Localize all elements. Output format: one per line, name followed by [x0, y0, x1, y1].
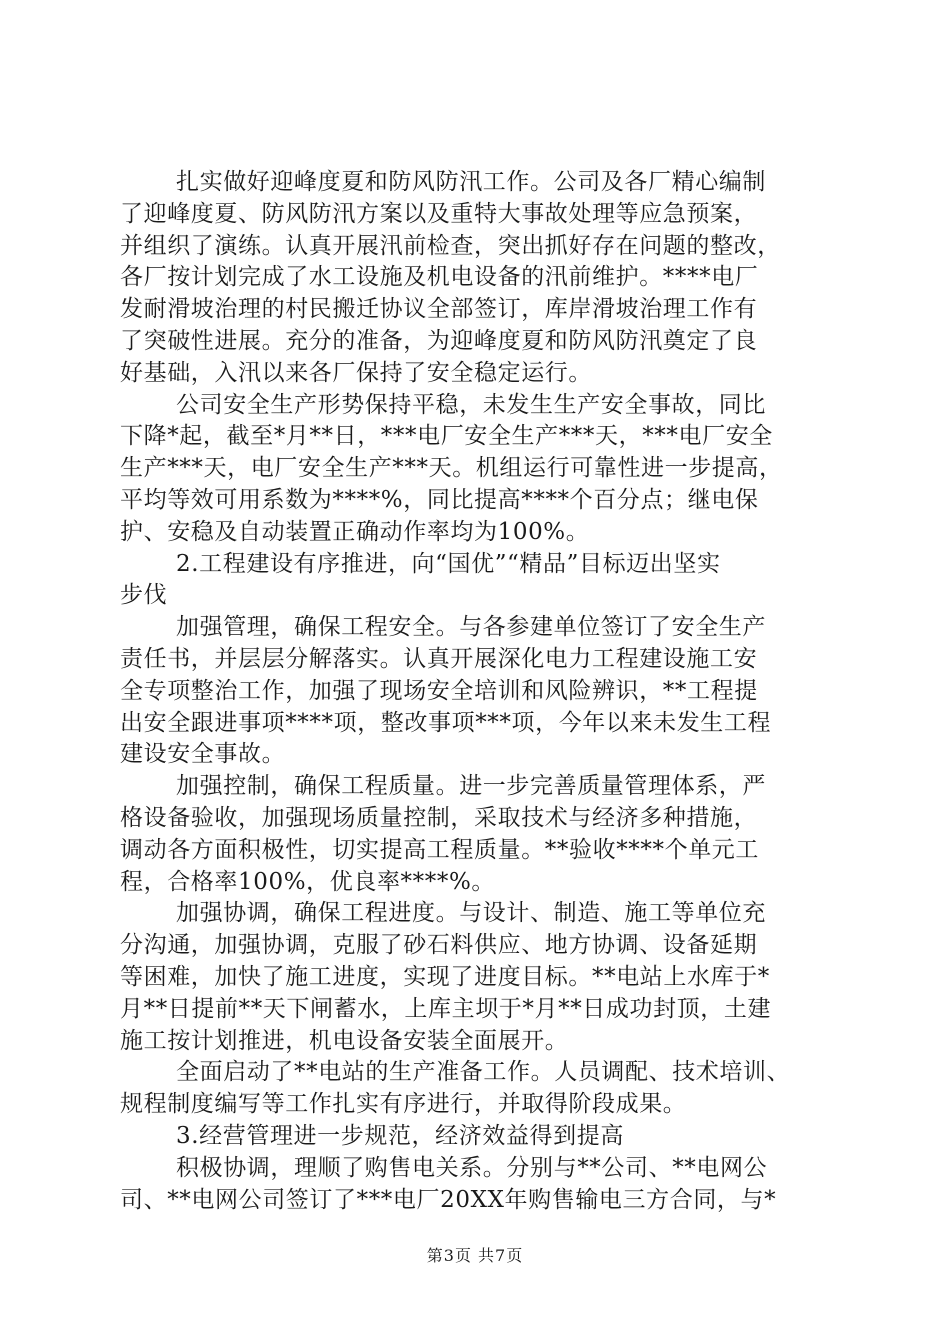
text-line: 调动各方面积极性，切实提高工程质量。**验收****个单元工 — [120, 836, 759, 863]
text-line: 程，合格率100%，优良率****%。 — [120, 868, 496, 895]
document-body — [120, 167, 860, 1216]
text-line: 并组织了演练。认真开展汛前检查，突出抓好存在问题的整改， — [120, 232, 781, 259]
text-line: 分沟通，加强协调，克服了砂石料供应、地方协调、设备延期 — [120, 932, 758, 959]
text-line: 加强控制，确保工程质量。进一步完善质量管理体系，严 — [176, 773, 766, 800]
page-footer: 第3页 共7页 — [426, 1246, 524, 1265]
text-line: 平均等效可用系数为****%，同比提高****个百分点；继电保 — [120, 486, 759, 513]
text-line: 好基础，入汛以来各厂保持了安全稳定运行。 — [120, 359, 592, 386]
text-line: 2.工程建设有序推进，向“国优”“精品”目标迈出坚实 — [176, 550, 721, 577]
text-line: 护、安稳及自动装置正确动作率均为100%。 — [120, 518, 590, 545]
text-line: 发耐滑坡治理的村民搬迁协议全部签订，库岸滑坡治理工作有 — [120, 296, 758, 323]
text-line: 加强协调，确保工程进度。与设计、制造、施工等单位充 — [176, 900, 766, 927]
text-line: 出安全跟进事项****项，整改事项***项，今年以来未发生工程 — [120, 709, 772, 736]
text-line: 等困难，加快了施工进度，实现了进度目标。**电站上水库于* — [120, 963, 770, 990]
text-line: 规程制度编写等工作扎实有序进行，并取得阶段成果。 — [120, 1091, 687, 1118]
text-line: 公司安全生产形势保持平稳，未发生生产安全事故，同比 — [176, 391, 766, 418]
text-line: 司、**电网公司签订了***电厂20XX年购售输电三方合同，与* — [120, 1186, 777, 1213]
text-line: 加强管理，确保工程安全。与各参建单位签订了安全生产 — [176, 614, 766, 641]
text-line: 责任书，并层层分解落实。认真开展深化电力工程建设施工安 — [120, 645, 758, 672]
text-line: 月**日提前**天下闸蓄水，上库主坝于*月**日成功封顶，土建 — [120, 995, 772, 1022]
text-line: 格设备验收，加强现场质量控制，采取技术与经济多种措施， — [120, 804, 758, 831]
text-line: 步伐 — [120, 582, 168, 609]
text-line: 积极协调，理顺了购售电关系。分别与**公司、**电网公 — [176, 1154, 768, 1181]
text-line: 了突破性进展。充分的准备，为迎峰度夏和防风防汛奠定了良 — [120, 327, 758, 354]
text-line: 建设安全事故。 — [120, 741, 286, 768]
text-line: 生产***天，电厂安全生产***天。机组运行可靠性进一步提高， — [120, 455, 783, 482]
text-line: 全面启动了**电站的生产准备工作。人员调配、技术培训、 — [176, 1059, 791, 1086]
text-line: 全专项整治工作，加强了现场安全培训和风险辨识，**工程提 — [120, 677, 758, 704]
text-line: 了迎峰度夏、防风防汛方案以及重特大事故处理等应急预案， — [120, 200, 758, 227]
text-line: 下降*起，截至*月**日，***电厂安全生产***天，***电厂安全 — [120, 423, 773, 450]
text-line: 施工按计划推进，机电设备安装全面展开。 — [120, 1027, 569, 1054]
text-line: 扎实做好迎峰度夏和防风防汛工作。公司及各厂精心编制 — [176, 169, 766, 195]
text-line: 各厂按计划完成了水工设施及机电设备的汛前维护。****电厂 — [120, 264, 759, 291]
text-line: 3.经营管理进一步规范，经济效益得到提高 — [176, 1122, 624, 1149]
